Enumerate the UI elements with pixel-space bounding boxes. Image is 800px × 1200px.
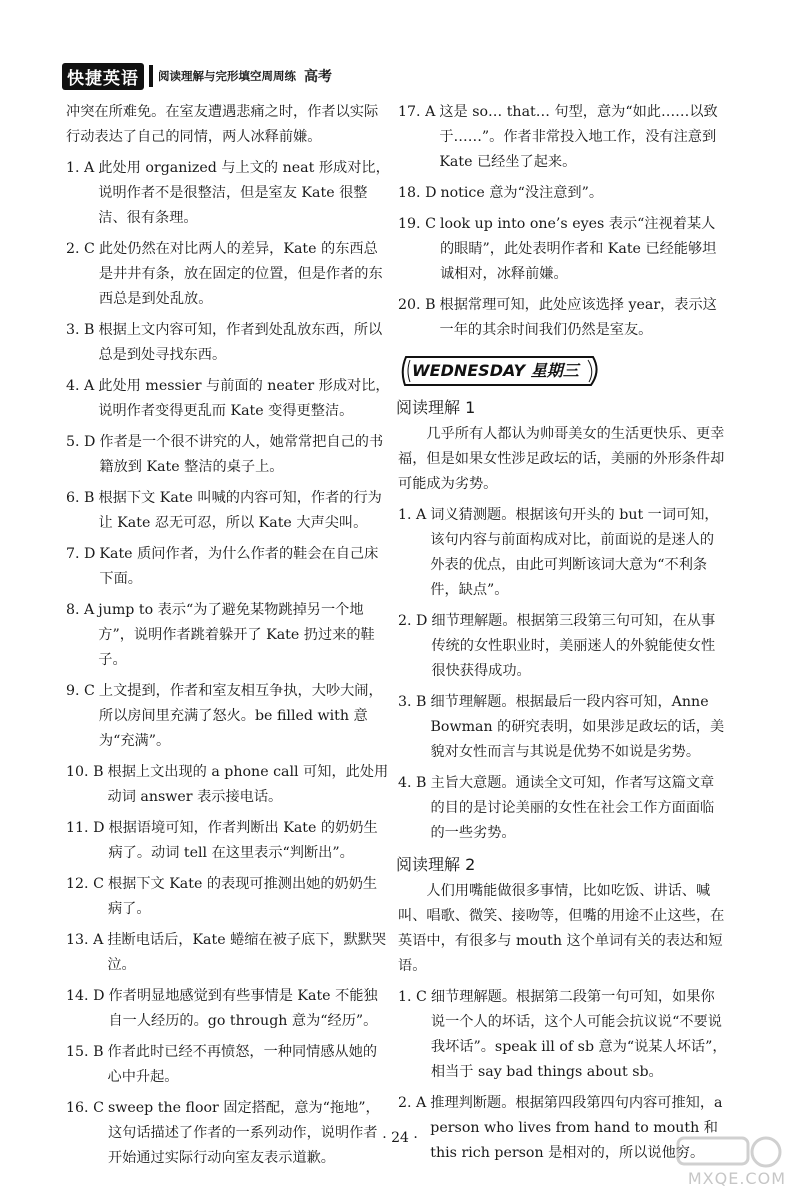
book-subtitle: 阅读理解与完形填空周周练 bbox=[158, 69, 296, 83]
answer-explanation: 词义猜测题。根据该句开头的 but 一词可知，该句内容与前面构成对比，前面说的是迷人的外表的优点，由此可判断该词大意为“不利条件，缺点”。 bbox=[430, 507, 719, 598]
answer-number: 18. D bbox=[398, 185, 437, 201]
answer-explanation: 挂断电话后，Kate 蜷缩在被子底下，默默哭泣。 bbox=[107, 932, 387, 973]
answer-explanation: 作者明显地感觉到有些事情是 Kate 不能独自一人经历的。go through 意为“经历”。 bbox=[108, 988, 378, 1029]
answer-explanation: 细节理解题。根据最后一段内容可知，Anne Bowman 的研究表明，如果涉足政坛的话，美貌对女性而言与其说是优势不如说是劣势。 bbox=[430, 694, 725, 760]
answer-explanation: 根据上文内容可知，作者到处乱放东西，所以总是到处寻找东西。 bbox=[98, 322, 383, 363]
answer-number: 16. C bbox=[66, 1100, 104, 1116]
answer-list-left bbox=[66, 156, 391, 1171]
answer-number: 13. A bbox=[66, 932, 104, 948]
answer-explanation: 主旨大意题。通读全文可知，作者写这篇文章的目的是讨论美丽的女性在社会工作方面面临的一些劣势。 bbox=[430, 775, 715, 841]
answer-item bbox=[398, 771, 728, 846]
answer-explanation: sweep the floor 固定搭配，意为“拖地”，这句话描述了作者的一系列动作，说明作者开始通过实际行动向室友表示道歉。 bbox=[107, 1100, 380, 1166]
answer-explanation: 作者是一个很不讲究的人，她常常把自己的书籍放到 Kate 整洁的桌子上。 bbox=[99, 434, 384, 475]
answer-number: 11. D bbox=[66, 820, 105, 836]
brand-logo: 快捷英语 bbox=[62, 63, 144, 90]
answer-explanation: look up into one’s eyes 表示“注视着某人的眼睛”，此处表明作者和 Kate 已经能够坦诚相对，冰释前嫌。 bbox=[439, 216, 717, 282]
answer-number: 19. C bbox=[398, 216, 436, 232]
answer-number: 12. C bbox=[66, 876, 104, 892]
section-title-1: 阅读理解 1 bbox=[396, 398, 476, 417]
answer-item bbox=[398, 985, 728, 1085]
answer-explanation: Kate 质问作者，为什么作者的鞋会在自己床下面。 bbox=[99, 546, 379, 587]
answer-number: 6. B bbox=[66, 490, 95, 506]
answer-number: 4. B bbox=[398, 775, 427, 791]
answer-explanation: 推理判断题。根据第四段第四句内容可推知，a person who lives from hand to mouth 和 this rich person 是相对的，所以说他穷。 bbox=[430, 1095, 723, 1161]
answer-number: 5. D bbox=[66, 434, 96, 450]
answer-item bbox=[66, 816, 391, 866]
answer-explanation: 此处用 messier 与前面的 neater 形成对比，说明作者变得更乱而 Kate 变得更整洁。 bbox=[98, 378, 390, 419]
answer-explanation: 此处用 organized 与上文的 neat 形成对比，说明作者不是很整洁，但是室友 Kate 很整洁、很有条理。 bbox=[98, 160, 390, 226]
day-banner bbox=[396, 351, 728, 391]
answer-explanation: 细节理解题。根据第三段第三句可知，在从事传统的女性职业时，美丽迷人的外貌能使女性很快获得成功。 bbox=[431, 613, 716, 679]
answer-number: 1. C bbox=[398, 989, 427, 1005]
answer-item bbox=[66, 679, 391, 754]
answer-item bbox=[66, 984, 391, 1034]
section-intro-2: 人们用嘴能做很多事情，比如吃饭、讲话、喊叫、唱歌、微笑、接吻等，但嘴的用途不止这些，在英语中，有很多与 mouth 这个单词有关的表达和短语。 bbox=[398, 883, 725, 974]
answer-number: 15. B bbox=[66, 1044, 104, 1060]
answer-item bbox=[398, 100, 728, 175]
answer-number: 1. A bbox=[66, 160, 95, 176]
answer-number: 9. C bbox=[66, 683, 95, 699]
answer-item bbox=[398, 690, 728, 765]
answer-item bbox=[66, 542, 391, 592]
section-intro-1: 几乎所有人都认为帅哥美女的生活更快乐、更幸福，但是如果女性涉足政坛的话，美丽的外形条件却可能成为劣势。 bbox=[398, 426, 725, 492]
answer-number: 3. B bbox=[398, 694, 427, 710]
answer-explanation: 根据下文 Kate 叫喊的内容可知，作者的行为让 Kate 忍无可忍，所以 Kate 大声尖叫。 bbox=[98, 490, 382, 531]
answer-item bbox=[66, 237, 391, 312]
answer-number: 14. D bbox=[66, 988, 105, 1004]
section-title-2: 阅读理解 2 bbox=[396, 855, 476, 874]
answer-explanation: jump to 表示“为了避免某物跳掉另一个地方”，说明作者跳着躲开了 Kate 扔过来的鞋子。 bbox=[98, 602, 375, 668]
answer-explanation: 根据上文出现的 a phone call 可知，此处用动词 answer 表示接电话。 bbox=[107, 764, 389, 805]
answer-number: 4. A bbox=[66, 378, 95, 394]
answer-explanation: 细节理解题。根据第二段第一句可知，如果你说一个人的坏话，这个人可能会抗议说“不要说我坏话”。speak ill of sb 意为“说某人坏话”，相当于 say bad things about sb。 bbox=[430, 989, 727, 1080]
answer-explanation: notice 意为“没注意到”。 bbox=[440, 185, 604, 201]
answer-item bbox=[66, 430, 391, 480]
answer-item bbox=[66, 598, 391, 673]
answer-item bbox=[66, 872, 391, 922]
header-divider bbox=[149, 65, 153, 87]
lead-paragraph: 冲突在所难免。在室友遭遇悲痛之时，作者以实际行动表达了自己的同情，两人冰释前嫌。 bbox=[66, 104, 379, 145]
answer-item bbox=[398, 212, 728, 287]
left-column bbox=[66, 100, 391, 1177]
answer-explanation: 上文提到，作者和室友相互争执，大吵大闹，所以房间里充满了怒火。be filled with 意为“充满”。 bbox=[98, 683, 383, 749]
watermark-text: MXQE.COM bbox=[687, 1169, 786, 1188]
page-header bbox=[62, 64, 332, 88]
answer-item bbox=[66, 928, 391, 978]
answer-item bbox=[66, 486, 391, 536]
answer-item bbox=[398, 609, 728, 684]
answer-explanation: 此处仍然在对比两人的差异，Kate 的东西总是井井有条，放在固定的位置，但是作者的东西总是到处乱放。 bbox=[98, 241, 383, 307]
answer-list-right bbox=[398, 100, 728, 343]
answer-number: 2. A bbox=[398, 1095, 427, 1111]
answer-explanation: 作者此时已经不再愤怒，一种同情感从她的心中升起。 bbox=[107, 1044, 378, 1085]
answer-number: 2. D bbox=[398, 613, 428, 629]
page-number: · 24 · bbox=[382, 1130, 418, 1146]
banner-label: WEDNESDAY 星期三 bbox=[412, 361, 579, 380]
answer-item bbox=[66, 156, 391, 231]
answer-explanation: 根据下文 Kate 的表现可推测出她的奶奶生病了。 bbox=[107, 876, 378, 917]
answer-explanation: 这是 so… that… 句型，意为“如此……以致于……”。作者非常投入地工作，没有注意到 Kate 已经坐了起来。 bbox=[439, 104, 718, 170]
answer-item bbox=[66, 318, 391, 368]
answer-explanation: 根据语境可知，作者判断出 Kate 的奶奶生病了。动词 tell 在这里表示“判断出”。 bbox=[108, 820, 378, 861]
answer-item bbox=[66, 374, 391, 424]
answer-number: 1. A bbox=[398, 507, 427, 523]
answer-number: 7. D bbox=[66, 546, 96, 562]
watermark-logo bbox=[670, 1130, 790, 1190]
answer-number: 17. A bbox=[398, 104, 436, 120]
answer-item bbox=[398, 503, 728, 603]
answer-number: 10. B bbox=[66, 764, 104, 780]
answer-number: 3. B bbox=[66, 322, 95, 338]
answer-item bbox=[66, 1040, 391, 1090]
answer-number: 20. B bbox=[398, 297, 436, 313]
answer-explanation: 根据常理可知，此处应该选择 year，表示这一年的其余时间我们仍然是室友。 bbox=[439, 297, 717, 338]
answer-number: 2. C bbox=[66, 241, 95, 257]
right-column bbox=[398, 100, 728, 1172]
answer-list-section-1 bbox=[398, 503, 728, 846]
answer-item bbox=[398, 293, 728, 343]
level-label: 高考 bbox=[304, 69, 332, 85]
answer-item bbox=[398, 181, 728, 206]
answer-item bbox=[66, 760, 391, 810]
answer-number: 8. A bbox=[66, 602, 95, 618]
